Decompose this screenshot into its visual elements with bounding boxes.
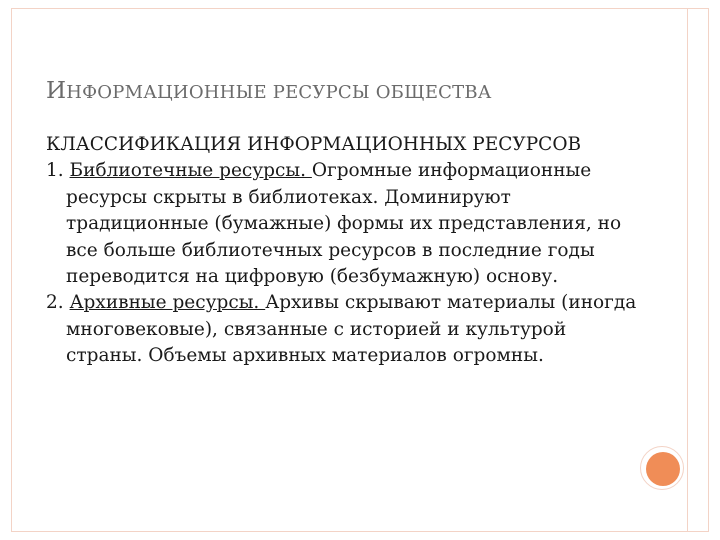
list-item xyxy=(46,290,646,369)
slide-title xyxy=(46,78,492,104)
frame-divider xyxy=(687,8,688,532)
item-text: Огромные информационные ресурсы скрыты в библиотеках. Доминируют традиционные (бумажные) формы их представления, но все больше библиотечных ресурсов в последние годы переводится на цифровую (безбумажную) основу. xyxy=(66,160,622,288)
item-term: Архивные ресурсы. xyxy=(69,292,266,314)
title-rest: НФОРМАЦИОННЫЕ РЕСУРСЫ ОБЩЕСТВА xyxy=(66,82,492,103)
section-heading: КЛАССИФИКАЦИЯ ИНФОРМАЦИОННЫХ РЕСУРСОВ xyxy=(46,134,582,155)
decorative-dot-icon xyxy=(646,452,680,486)
list-item xyxy=(46,158,646,290)
title-initial: И xyxy=(46,78,67,104)
slide-body xyxy=(46,132,646,370)
item-text: Архивы скрывают материалы (иногда многовековые), связанные с историей и культурой страны. Объемы архивных материалов огромны. xyxy=(66,292,637,367)
item-number: 2. xyxy=(46,292,70,314)
item-number: 1. xyxy=(46,160,70,182)
item-term: Библиотечные ресурсы. xyxy=(69,160,312,182)
